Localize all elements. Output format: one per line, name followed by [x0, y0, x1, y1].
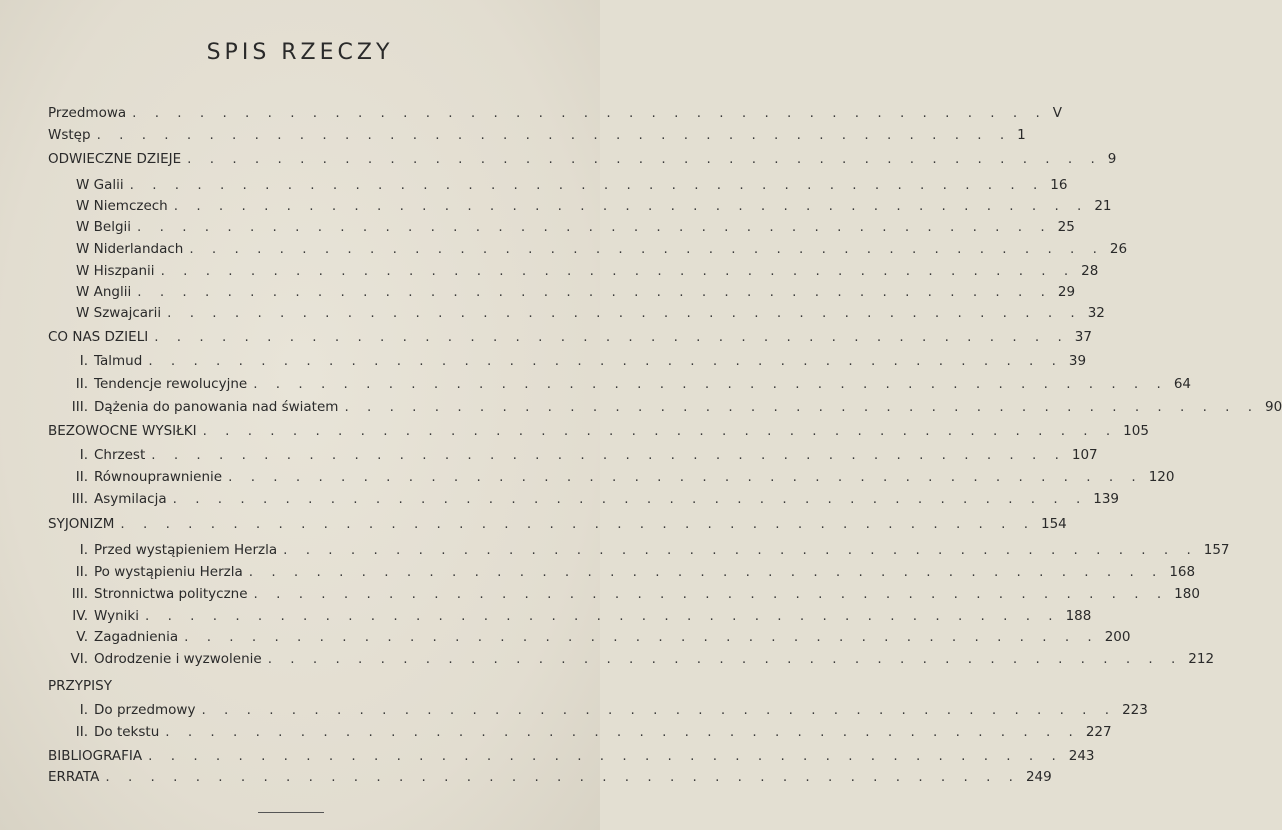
toc-numeral: I.: [79, 702, 88, 718]
toc-entry: [48, 605, 1092, 627]
toc-entry: [48, 373, 1191, 395]
toc-entry: [48, 260, 1099, 282]
toc-entry: [48, 675, 500, 697]
toc-page: 212: [1188, 651, 1215, 667]
toc-numeral: III.: [71, 399, 88, 415]
toc-entry: [48, 466, 1175, 488]
toc-entry: [48, 766, 1052, 788]
toc-entry: [48, 174, 1068, 196]
toc-entry: [48, 350, 1087, 372]
leader-dots: . . . . . . . . . . . . . . . . . . . . . . . . . . . . . . . . . . . . . . . . .: [137, 219, 1052, 235]
toc-label: Tendencje rewolucyjne: [94, 376, 248, 392]
toc-page: 139: [1093, 491, 1120, 507]
leader-dots: . . . . . . . . . . . . . . . . . . . . . . . . . . . . . . . . . . . . . . . . .: [151, 447, 1066, 463]
toc-label: Zagadnienia: [94, 629, 179, 645]
toc-page: 26: [1109, 241, 1128, 257]
toc-entry: [48, 281, 1076, 303]
toc-page: 168: [1169, 564, 1196, 580]
toc-page: 28: [1081, 263, 1099, 279]
leader-dots: . . . . . . . . . . . . . . . . . . . . . . . . . . . . . . . . . . . . . . . . .: [283, 542, 1198, 558]
toc-page: 25: [1057, 219, 1075, 235]
toc-label: W Anglii: [76, 284, 132, 300]
toc-entry: [48, 102, 1062, 124]
leader-dots: . . . . . . . . . . . . . . . . . . . . . . . . . . . . . . . . . . . . . . . . .: [154, 329, 1069, 345]
toc-page: 37: [1074, 329, 1092, 345]
toc-page: 21: [1094, 198, 1112, 214]
leader-dots: . . . . . . . . . . . . . . . . . . . . . . . . . . . . . . . . . . . . . . . . .: [202, 423, 1118, 439]
toc-label: Wstęp: [48, 127, 91, 143]
toc-page: 120: [1148, 469, 1175, 485]
toc-entry: [48, 745, 1095, 767]
toc-page: 180: [1174, 586, 1200, 602]
toc-page: 107: [1071, 447, 1098, 463]
toc-entry: [48, 583, 1200, 605]
toc-page: 16: [1050, 177, 1068, 193]
toc-entry: [48, 561, 1196, 583]
leader-dots: . . . . . . . . . . . . . . . . . . . . . . . . . . . . . . . . . . . . . . . . .: [184, 629, 1099, 645]
toc-numeral: I.: [79, 447, 88, 463]
toc-numeral: II.: [75, 376, 88, 392]
toc-entry: [48, 238, 1128, 260]
toc-page: 90: [1265, 399, 1282, 415]
toc-label: Równouprawnienie: [94, 469, 223, 485]
leader-dots: . . . . . . . . . . . . . . . . . . . . . . . . . . . . . . . . . . . . . . . . .: [253, 586, 1169, 602]
toc-entry: [48, 326, 1092, 348]
toc-page: 243: [1068, 748, 1095, 764]
leader-dots: . . . . . . . . . . . . . . . . . . . . . . . . . . . . . . . . . . . . . . . . .: [129, 177, 1045, 193]
toc-page: 227: [1085, 724, 1112, 740]
toc-entry: [48, 216, 1075, 238]
toc-numeral: VI.: [70, 651, 88, 667]
leader-dots: . . . . . . . . . . . . . . . . . . . . . . . . . . . . . . . . . . . . . . . . .: [228, 469, 1143, 485]
toc-label: BIBLIOGRAFIA: [48, 748, 143, 764]
toc-label: Wyniki: [94, 608, 139, 624]
leader-dots: . . . . . . . . . . . . . . . . . . . . . . . . . . . . . . . . . . . . . . . . .: [187, 151, 1102, 167]
toc-entry: [48, 626, 1131, 648]
toc-page: 9: [1107, 151, 1117, 167]
toc-label: Do przedmowy: [94, 702, 196, 718]
leader-dots: . . . . . . . . . . . . . . . . . . . . . . . . . . . . . . . . . . . . . . . . .: [165, 724, 1080, 740]
toc-page: 29: [1057, 284, 1076, 300]
toc-label: ERRATA: [48, 769, 100, 785]
toc-label: Asymilacja: [94, 491, 167, 507]
toc-page: 64: [1173, 376, 1191, 392]
toc-label: Po wystąpieniu Herzla: [94, 564, 243, 580]
toc-entry: [48, 148, 1117, 170]
toc-label: W Belgii: [76, 219, 132, 235]
leader-dots: . . . . . . . . . . . . . . . . . . . . . . . . . . . . . . . . . . . . . . . . .: [132, 105, 1047, 121]
toc-entry: [48, 302, 1105, 324]
toc-label: Dążenia do panowania nad światem: [94, 399, 339, 415]
toc-label: Stronnictwa polityczne: [94, 586, 248, 602]
leader-dots: . . . . . . . . . . . . . . . . . . . . . . . . . . . . . . . . . . . . . . . . .: [344, 399, 1260, 415]
toc-entry: [48, 721, 1112, 743]
leader-dots: . . . . . . . . . . . . . . . . . . . . . . . . . . . . . . . . . . . . . . . . .: [167, 305, 1082, 321]
toc-entry: [48, 539, 1230, 561]
leader-dots: . . . . . . . . . . . . . . . . . . . . . . . . . . . . . . . . . . . . . . . . .: [267, 651, 1183, 667]
leader-dots: . . . . . . . . . . . . . . . . . . . . . . . . . . . . . . . . . . . . . . . . .: [137, 284, 1052, 300]
toc-entry: [48, 396, 1282, 418]
toc-label: ODWIECZNE DZIEJE: [48, 151, 182, 167]
toc-label: Przedmowa: [48, 105, 127, 121]
toc-page: 154: [1041, 516, 1067, 532]
toc-page: 39: [1068, 353, 1087, 369]
toc-page: 200: [1104, 629, 1131, 645]
toc-page: 188: [1065, 608, 1092, 624]
leader-dots: . . . . . . . . . . . . . . . . . . . . . . . . . . . . . . . . . . . . . . . . .: [253, 376, 1168, 392]
toc-numeral: III.: [71, 491, 88, 507]
leader-dots: . . . . . . . . . . . . . . . . . . . . . . . . . . . . . . . . . . . . . . . . .: [96, 127, 1012, 143]
toc-entry: [48, 124, 1026, 146]
toc-entry: [48, 648, 1215, 670]
toc-label: W Galii: [76, 177, 124, 193]
toc-label: CO NAS DZIELI: [48, 329, 149, 345]
leader-dots: . . . . . . . . . . . . . . . . . . . . . . . . . . . . . . . . . . . . . . . . .: [248, 564, 1164, 580]
toc-entry: [48, 444, 1098, 466]
toc-numeral: III.: [71, 586, 88, 602]
leader-dots: . . . . . . . . . . . . . . . . . . . . . . . . . . . . . . . . . . . . . . . . .: [172, 491, 1088, 507]
toc-page: 157: [1203, 542, 1230, 558]
bottom-rule: [258, 812, 324, 813]
toc-numeral: I.: [79, 353, 88, 369]
leader-dots: . . . . . . . . . . . . . . . . . . . . . . . . . . . . . . . . . . . . . . . . .: [201, 702, 1117, 718]
toc-page: 32: [1087, 305, 1105, 321]
toc-label: Do tekstu: [94, 724, 160, 740]
leader-dots: . . . . . . . . . . . . . . . . . . . . . . . . . . . . . . . . . . . . . . . . .: [120, 516, 1035, 532]
toc-label: Chrzest: [94, 447, 146, 463]
toc-page: 1: [1017, 127, 1026, 143]
leader-dots: . . . . . . . . . . . . . . . . . . . . . . . . . . . . . . . . . . . . . . . . .: [105, 769, 1020, 785]
toc-numeral: II.: [75, 469, 88, 485]
toc-label: W Niemczech: [76, 198, 168, 214]
leader-dots: . . . . . . . . . . . . . . . . . . . . . . . . . . . . . . . . . . . . . . . . .: [144, 608, 1060, 624]
leader-dots: . . . . . . . . . . . . . . . . . . . . . . . . . . . . . . . . . . . . . . . . .: [148, 748, 1063, 764]
toc-entry: [48, 195, 1112, 217]
toc-label: Talmud: [94, 353, 143, 369]
toc-label: BEZOWOCNE WYSIŁKI: [48, 423, 197, 439]
toc-numeral: II.: [75, 564, 88, 580]
toc-entry: [48, 420, 1149, 442]
toc-label: W Hiszpanii: [76, 263, 155, 279]
toc-numeral: V.: [76, 629, 88, 645]
leader-dots: . . . . . . . . . . . . . . . . . . . . . . . . . . . . . . . . . . . . . . . . .: [160, 263, 1076, 279]
toc-label: W Szwajcarii: [76, 305, 162, 321]
toc-label: W Niderlandach: [76, 241, 184, 257]
toc-numeral: IV.: [72, 608, 88, 624]
toc-entry: [48, 513, 1067, 535]
leader-dots: . . . . . . . . . . . . . . . . . . . . . . . . . . . . . . . . . . . . . . . . .: [148, 353, 1063, 369]
leader-dots: . . . . . . . . . . . . . . . . . . . . . . . . . . . . . . . . . . . . . . . . .: [173, 198, 1089, 214]
toc-page: 249: [1025, 769, 1052, 785]
toc-page: 223: [1122, 702, 1148, 718]
toc-entry: [48, 488, 1120, 510]
leader-dots: . . . . . . . . . . . . . . . . . . . . . . . . . . . . . . . . . . . . . . . . .: [189, 241, 1104, 257]
toc-page: V: [1052, 105, 1062, 121]
toc-page: 105: [1123, 423, 1149, 439]
toc-label: PRZYPISY: [48, 678, 112, 694]
toc-numeral: I.: [79, 542, 88, 558]
toc-label: SYJONIZM: [48, 516, 115, 532]
toc-label: Przed wystąpieniem Herzla: [94, 542, 278, 558]
toc-label: Odrodzenie i wyzwolenie: [94, 651, 262, 667]
toc-entry: [48, 699, 1148, 721]
page-title: SPIS RZECZY: [206, 40, 394, 65]
toc-numeral: II.: [75, 724, 88, 740]
